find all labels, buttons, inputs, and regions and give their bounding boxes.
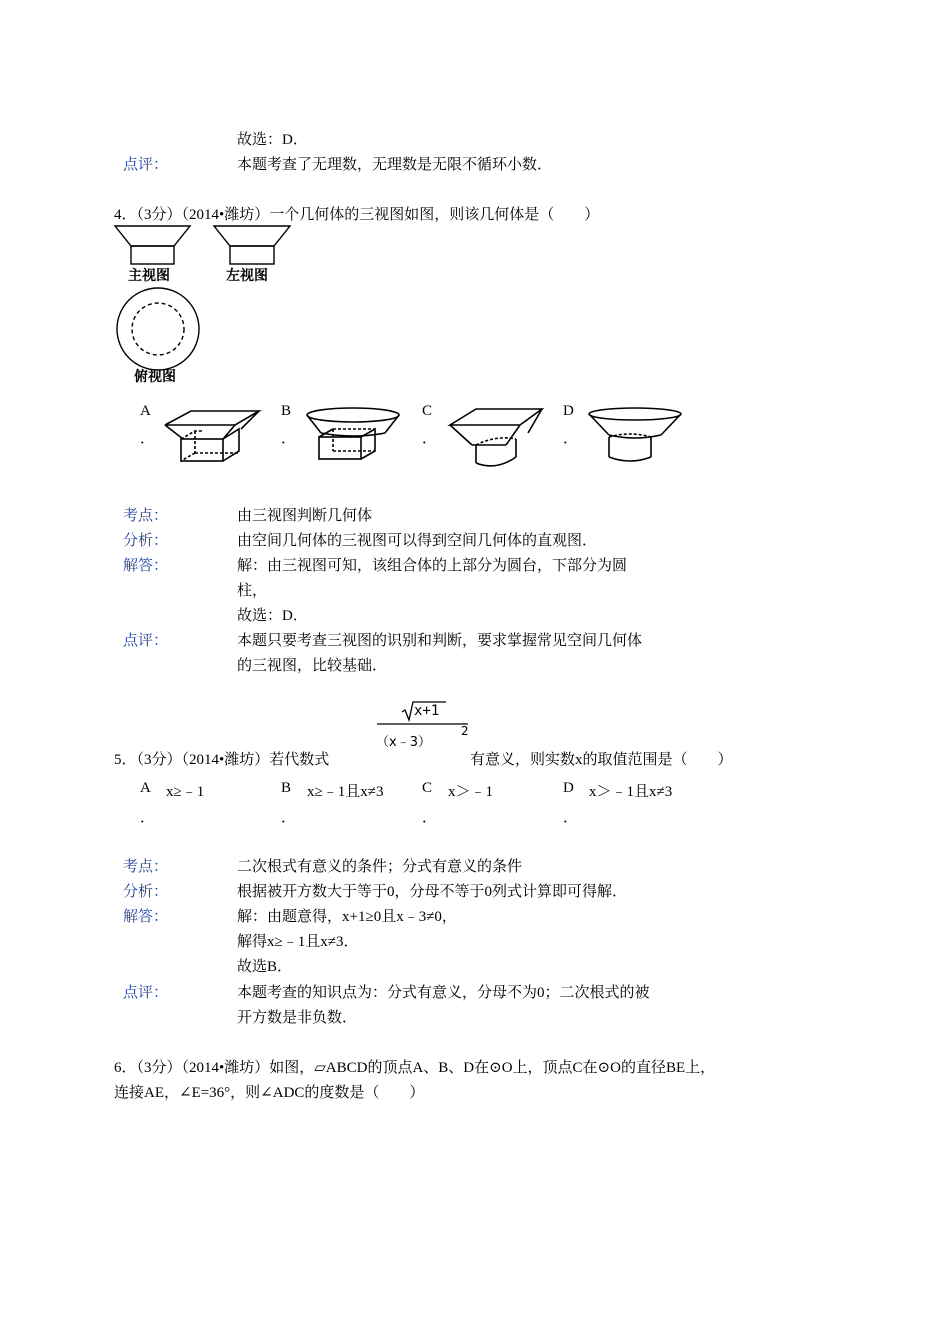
q5-dianping-line-2: 开方数是非负数． <box>237 1010 358 1026</box>
q4-kaodian-label: 考点： <box>123 508 169 524</box>
q5-jieda-line-1: 解：由题意得，x+1≥0且x﹣3≠0， <box>237 909 457 925</box>
q6-stem-line-2: 连接AE，∠E=36°，则∠ADC的度数是（ ） <box>114 1085 425 1101</box>
q5-option-d-letter: D <box>563 780 574 796</box>
q5-frac-numerator: x+1 <box>414 703 440 719</box>
q4-option-a-letter: A <box>140 403 151 419</box>
front-view-frustum <box>115 226 190 246</box>
q5-option-d-dot: ． <box>563 810 579 826</box>
q4-three-views-figure <box>110 222 300 390</box>
q4-fenxi-label: 分析： <box>123 533 169 549</box>
q5-option-c-text: x＞﹣1 <box>448 784 494 800</box>
top-view-outer-circle <box>117 288 199 370</box>
q4-option-a-dot: ． <box>140 431 156 447</box>
q5-option-a-dot: ． <box>140 810 156 826</box>
q4-jieda-label: 解答： <box>123 558 169 574</box>
q4-option-b-figure <box>303 405 403 467</box>
prev-answer-tail: 故选：D． <box>237 132 308 148</box>
q5-jieda-line-3: 故选B． <box>237 959 293 975</box>
q4-option-d-figure <box>585 405 685 467</box>
q5-option-a-text: x≥﹣1 <box>166 784 205 800</box>
q5-option-b-text: x≥﹣1且x≠3 <box>307 784 384 800</box>
q5-jieda-label: 解答： <box>123 909 169 925</box>
q5-stem-pre: 5．（3分）（2014•潍坊）若代数式 <box>114 752 330 768</box>
q4-option-a-figure <box>163 405 263 467</box>
q4-dianping-line-1: 本题只要考查三视图的识别和判断，要求掌握常见空间几何体 <box>237 633 643 649</box>
q4-option-c-figure <box>448 405 548 467</box>
q4-option-c-letter: C <box>422 403 433 419</box>
q4-option-c-dot: ． <box>422 431 438 447</box>
q5-kaodian-label: 考点： <box>123 859 169 875</box>
q4-option-d-dot: ． <box>563 431 579 447</box>
q5-fenxi: 根据被开方数大于等于0，分母不等于0列式计算即可得解． <box>237 884 628 900</box>
q4-option-b-dot: ． <box>281 431 297 447</box>
q5-frac-denominator: （x﹣3） <box>376 735 431 750</box>
q4-kaodian: 由三视图判断几何体 <box>237 508 373 524</box>
top-view-label: 俯视图 <box>134 369 176 385</box>
q4-jieda-line-2: 柱， <box>237 583 268 599</box>
q4-option-d-letter: D <box>563 403 574 419</box>
q5-fenxi-label: 分析： <box>123 884 169 900</box>
q4-option-b-letter: B <box>281 403 292 419</box>
q5-kaodian: 二次根式有意义的条件；分式有意义的条件 <box>237 859 523 875</box>
prev-comment: 本题考查了无理数，无理数是无限不循环小数． <box>237 157 553 173</box>
q4-dianping-label: 点评： <box>123 633 169 649</box>
q5-stem-post: 有意义，则实数x的取值范围是（ ） <box>470 752 733 768</box>
q5-option-d-text: x＞﹣1且x≠3 <box>589 784 673 800</box>
q5-option-b-dot: ． <box>281 810 297 826</box>
q4-stem: 4．（3分）（2014•潍坊）一个几何体的三视图如图，则该几何体是（ ） <box>114 207 600 223</box>
q5-option-a-letter: A <box>140 780 151 796</box>
front-view-label: 主视图 <box>128 268 170 284</box>
q5-jieda-line-2: 解得x≥﹣1且x≠3． <box>237 934 359 950</box>
prev-comment-label: 点评： <box>123 157 169 173</box>
left-view-frustum <box>214 226 290 246</box>
left-view-label: 左视图 <box>226 268 268 284</box>
left-view-cylinder <box>230 246 274 264</box>
top-view-inner-dashed-circle <box>132 303 184 355</box>
q5-frac-exponent: 2 <box>461 724 469 738</box>
q4-fenxi: 由空间几何体的三视图可以得到空间几何体的直观图． <box>237 533 598 549</box>
q4-jieda-line-1: 解：由三视图可知，该组合体的上部分为圆台，下部分为圆 <box>237 558 628 574</box>
q5-dianping-label: 点评： <box>123 985 169 1001</box>
q6-stem-line-1: 6．（3分）（2014•潍坊）如图，▱ABCD的顶点A、B、D在⊙O上，顶点C在⊙O的直径BE上， <box>114 1060 716 1076</box>
q5-option-c-letter: C <box>422 780 433 796</box>
q4-jieda-line-3: 故选：D． <box>237 608 308 624</box>
q4-dianping-line-2: 的三视图，比较基础． <box>237 658 388 674</box>
q5-option-c-dot: ． <box>422 810 438 826</box>
q5-dianping-line-1: 本题考查的知识点为：分式有意义，分母不为0；二次根式的被 <box>237 985 650 1001</box>
front-view-cylinder <box>131 246 174 264</box>
q5-option-b-letter: B <box>281 780 292 796</box>
